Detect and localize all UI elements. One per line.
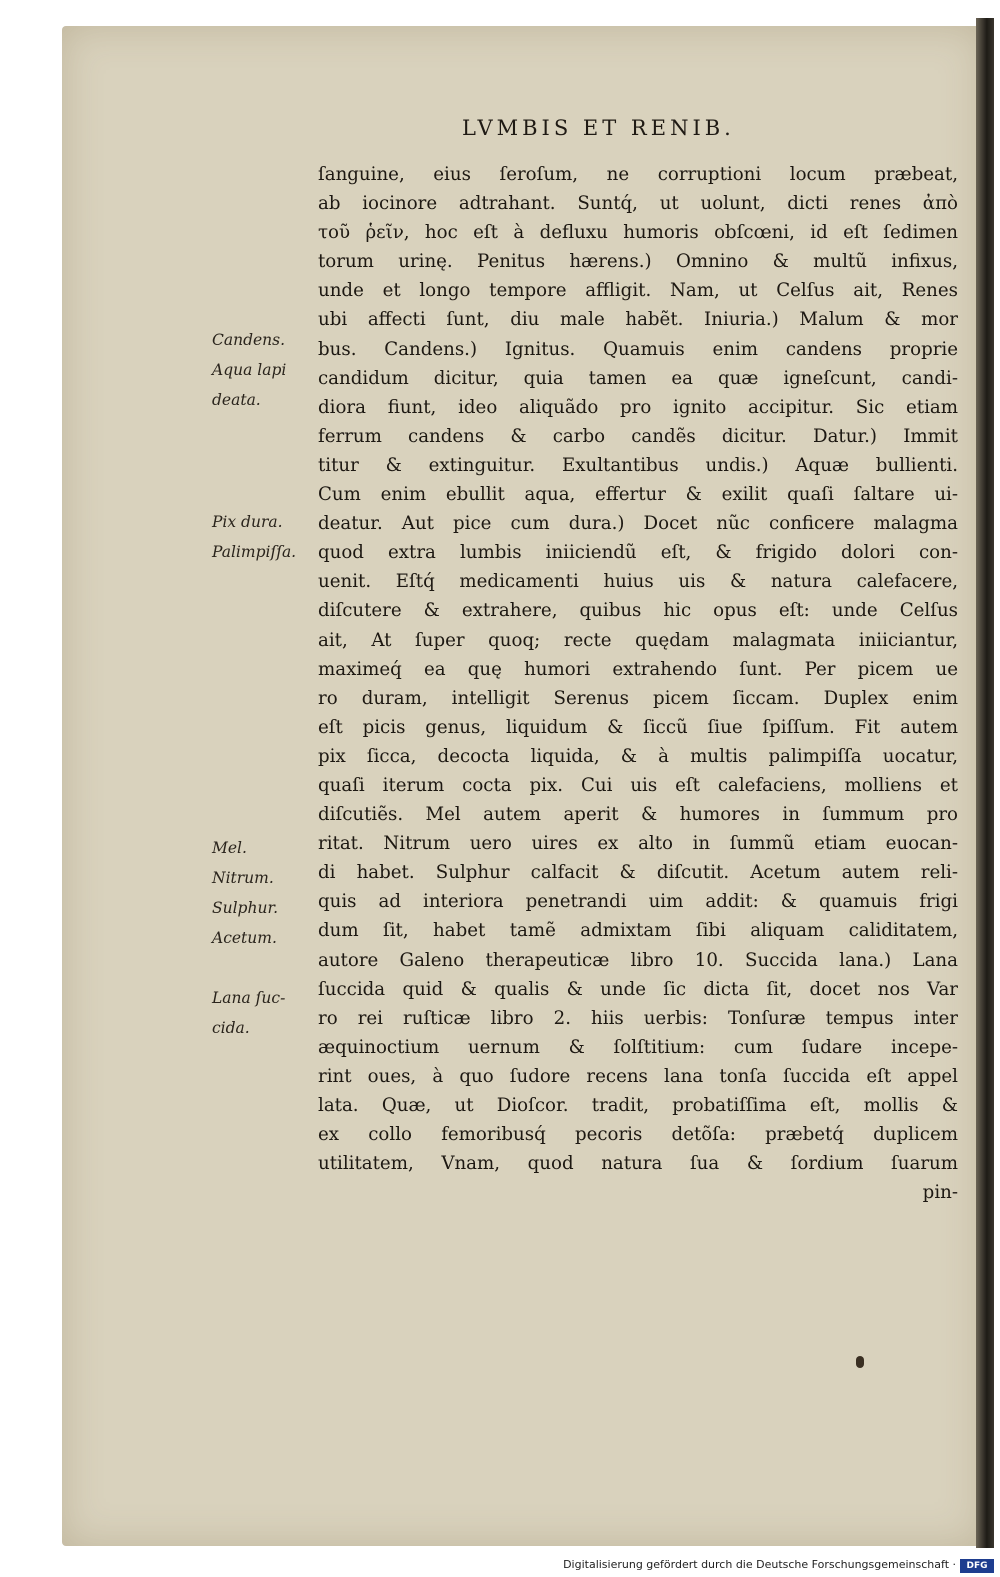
text-line: unde et longo tempore affligit. Nam, ut Celſus ait, Renes — [318, 280, 958, 302]
text-line: rint oues, à quo ſudore recens lana tonſa ſuccida eſt appel — [318, 1065, 958, 1087]
text-line: uenit. Eſtq́ medicamenti huius uis & natura calefacere, — [318, 571, 958, 593]
margin-note: Mel. — [212, 839, 247, 857]
text-line: utilitatem, Vnam, quod natura ſua & ſordium ſuarum — [318, 1153, 958, 1175]
footer-credit: Digitalisierung gefördert durch die Deutsche Forschungsgemeinschaft · — [563, 1558, 956, 1571]
text-line: diſcutiẽs. Mel autem aperit & humores in ſummum pro — [318, 804, 958, 826]
text-line: maximeq́ ea quę humori extrahendo ſunt. Per picem ue — [318, 658, 958, 680]
text-line: titur & extinguitur. Exultantibus undis.) Aquæ bullienti. — [318, 454, 958, 476]
margin-note: deata. — [212, 391, 261, 409]
text-line: quis ad interiora penetrandi uim addit: & quamuis frigi — [318, 891, 958, 913]
text-line: diora fiunt, ideo aliquãdo pro ignito accipitur. Sic etiam — [318, 396, 958, 418]
text-line: ait, At ſuper quoq; recte quędam malagmata iniiciantur, — [318, 629, 958, 651]
catchword: pin- — [922, 1182, 958, 1204]
text-line: ſanguine, eius ſeroſum, ne corruptioni locum præbeat, — [318, 164, 958, 185]
margin-note: cida. — [212, 1019, 250, 1037]
body-text — [318, 160, 958, 1207]
margin-note: Palimpiſſa. — [212, 543, 297, 561]
text-line: candidum dicitur, quia tamen ea quæ igneſcunt, candi- — [318, 367, 958, 389]
page-edge-shadow — [976, 18, 994, 1548]
margin-note: Lana ſuc- — [212, 989, 286, 1007]
text-line: lata. Quæ, ut Dioſcor. tradit, probatiſſima eſt, mollis & — [318, 1095, 958, 1116]
text-line: bus. Candens.) Ignitus. Quamuis enim candens proprie — [318, 338, 958, 360]
text-line: eſt picis genus, liquidum & ſiccũ ſiue ſpiſſum. Fit autem — [318, 716, 958, 738]
margin-note: Acetum. — [212, 929, 277, 947]
running-head: LVMBIS ET RENIB. — [462, 116, 735, 140]
text-line: ſuccida quid & qualis & unde ſic dicta ſit, docet nos Var — [318, 978, 958, 1000]
text-line: ro rei ruſticæ libro 2. hiis uerbis: Tonſuræ tempus inter — [318, 1007, 958, 1029]
margin-note: Sulphur. — [212, 899, 279, 917]
text-line: ab iocinore adtrahant. Suntq́, ut uolunt, dicti renes ἀπὸ — [318, 193, 958, 215]
dfg-logo: DFG — [960, 1559, 994, 1573]
text-line: pix ſicca, decocta liquida, & à multis palimpiſſa uocatur, — [318, 745, 958, 767]
text-line: autore Galeno therapeuticæ libro 10. Succida lana.) Lana — [318, 949, 958, 971]
text-line: dum ſit, habet tamẽ admixtam ſibi aliquam caliditatem, — [318, 920, 958, 942]
text-line: ro duram, intelligit Serenus picem ſiccam. Duplex enim — [318, 687, 958, 709]
text-line: di habet. Sulphur calfacit & diſcutit. Acetum autem reli- — [318, 862, 958, 884]
text-line: ferrum candens & carbo candẽs dicitur. Datur.) Immit — [318, 425, 958, 447]
text-line: ex collo femoribusq́ pecoris detõſa: præbetq́ duplicem — [318, 1124, 958, 1146]
text-line: ritat. Nitrum uero uires ex alto in ſummũ etiam euocan- — [318, 833, 958, 855]
margin-note: Candens. — [212, 331, 286, 349]
text-line: deatur. Aut pice cum dura.) Docet nũc conficere malagma — [318, 513, 958, 535]
margin-note: Aqua lapi — [212, 361, 287, 379]
margin-note: Pix dura. — [212, 513, 283, 531]
text-line: quod extra lumbis iniiciendũ eſt, & frigido dolori con- — [318, 542, 958, 564]
text-line: Cum enim ebullit aqua, effertur & exilit quaſi ſaltare ui- — [318, 484, 958, 506]
footer — [0, 1556, 1000, 1577]
margin-note: Nitrum. — [212, 869, 274, 887]
text-line: diſcutere & extrahere, quibus hic opus eſt: unde Celſus — [318, 600, 958, 622]
ink-speck — [856, 1356, 864, 1368]
text-line: quaſi iterum cocta pix. Cui uis eſt calefaciens, molliens et — [318, 774, 958, 796]
text-line: τοῦ ῥεῖν, hoc eſt à defluxu humoris obſcœni, id eſt ſedimen — [318, 222, 958, 244]
text-line: torum urinę. Penitus hærens.) Omnino & multũ infixus, — [318, 251, 958, 273]
text-line: æquinoctium uernum & ſolſtitium: cum ſudare incepe- — [318, 1036, 958, 1058]
text-line: ubi affecti ſunt, diu male habẽt. Iniuria.) Malum & mor — [318, 309, 958, 331]
